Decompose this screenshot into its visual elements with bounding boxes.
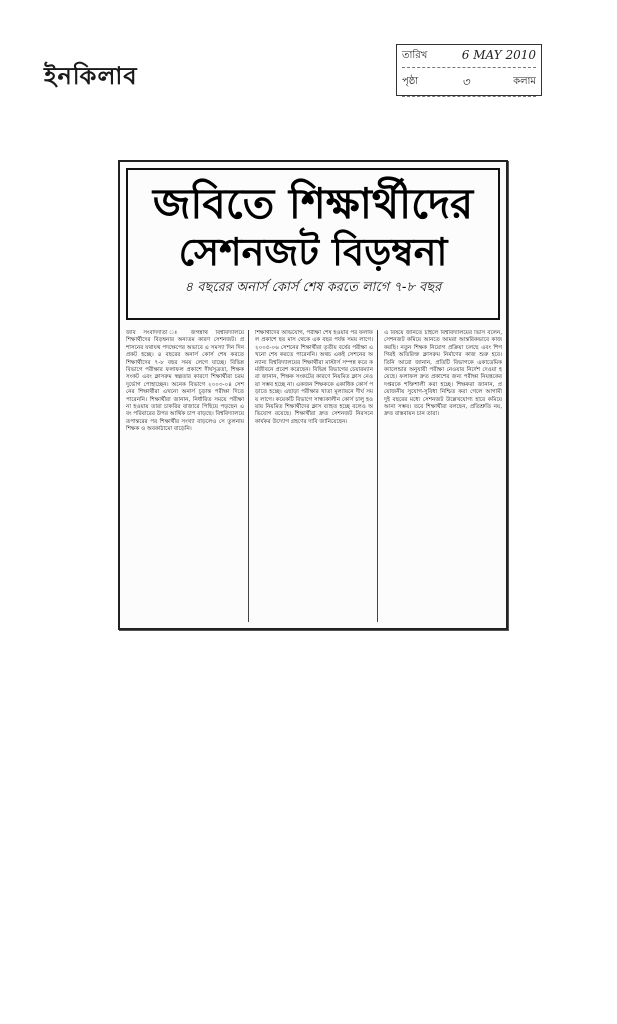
article-body (126, 330, 502, 622)
stamp-page-row (402, 74, 536, 97)
headline-box (126, 168, 500, 320)
article-subheadline: সেশনজট বিড়ম্বনা (178, 229, 448, 274)
newspaper-masthead: ইনকিলাব (44, 61, 138, 90)
stamp-date-row (402, 48, 536, 68)
article-headline: জবিতে শিক্ষার্থীদের (152, 179, 474, 228)
article-deck: ৪ বছরের অনার্স কোর্স শেষ করতে লাগে ৭-৮ বছর (184, 280, 442, 295)
news-clipping (118, 160, 508, 630)
stamp-page-label: পৃষ্ঠা (402, 76, 419, 87)
stamp-page-value: ৩ (461, 75, 470, 89)
clipping-stamp (396, 44, 542, 96)
stamp-date-label: তারিখ (402, 50, 428, 61)
article-column-2: শিক্ষার্থীদের অভিযোগ, পরীক্ষা শেষ হওয়ার পর ফলাফল প্রকাশে ছয় মাস থেকে এক বছর পর্যন্ত সময় লাগে। ২০০৫-০৬ সেশনের শিক্ষার্থীরা তৃতীয় বর্ষের পরীক্ষা এখনো শেষ করতে পারেননি। অথচ একই সেশনের অন্যান্য বিশ্ববিদ্যালয়ের শিক্ষার্থীরা মাস্টার্স সম্পন্ন করে কর্মজীবনে প্রবেশ করেছেন। বিভিন্ন বিভাগের চেয়ারম্যানরা জানান, শিক্ষক সংকটের কারণে নিয়মিত ক্লাস নেওয়া সম্ভব হচ্ছে না। একজন শিক্ষককে একাধিক কোর্স পড়াতে হচ্ছে। এছাড়া পরীক্ষার খাতা মূল্যায়নে দীর্ঘ সময় লাগে। কয়েকটি বিভাগে সান্ধ্যকালীন কোর্স চালু হওয়ায় নিয়মিত শিক্ষার্থীদের ক্লাস ব্যাহত হচ্ছে বলেও অভিযোগ রয়েছে। শিক্ষার্থীরা দ্রুত সেশনজট নিরসনে কার্যকর উদ্যোগ গ্রহণের দাবি জানিয়েছেন। (255, 330, 378, 622)
stamp-date-value: 6 MAY 2010 (461, 48, 536, 62)
article-column-3: এ বিষয়ে জানতে চাইলে বিশ্ববিদ্যালয়ের ভিসি বলেন, সেশনজট কমিয়ে আনতে আমরা আন্তরিকভাবে কাজ করছি। নতুন শিক্ষক নিয়োগ প্রক্রিয়া চলছে এবং শিগগিরই অতিরিক্ত ক্লাসরুম নির্মাণের কাজ শুরু হবে। তিনি আরো জানান, প্রতিটি বিভাগকে একাডেমিক ক্যালেন্ডার অনুযায়ী পরীক্ষা নেওয়ার নির্দেশ দেওয়া হয়েছে। ফলাফল দ্রুত প্রকাশের জন্য পরীক্ষা নিয়ন্ত্রকের দপ্তরকে শক্তিশালী করা হচ্ছে। শিক্ষকরা জানান, প্রয়োজনীয় সুযোগ-সুবিধা নিশ্চিত করা গেলে আগামী দুই বছরের মধ্যে সেশনজট উল্লেখযোগ্য হারে কমিয়ে আনা সম্ভব। তবে শিক্ষার্থীরা বলছেন, প্রতিশ্রুতি নয়, দ্রুত বাস্তবায়ন চান তারা। (384, 330, 502, 418)
stamp-column-label: কলাম (513, 76, 536, 87)
article-column-1: জবি সংবাদদাতা ঃ জগন্নাথ বিশ্ববিদ্যালয়ে শিক্ষার্থীদের বিড়ম্বনার অন্যতম কারণ সেশনজট। প্রশাসনের যথাযথ পদক্ষেপের অভাবে এ সমস্যা দিন দিন প্রকট হচ্ছে। ৪ বছরের অনার্স কোর্স শেষ করতে শিক্ষার্থীদের ৭-৮ বছর সময় লেগে যাচ্ছে। বিভিন্ন বিভাগে পরীক্ষার ফলাফল প্রকাশে দীর্ঘসূত্রতা, শিক্ষক সংকট এবং ক্লাসরুম স্বল্পতার কারণে শিক্ষার্থীরা চরম দুর্ভোগ পোহাচ্ছেন। অনেক বিভাগে ২০০৩-০৪ সেশনের শিক্ষার্থীরা এখনো অনার্স চূড়ান্ত পরীক্ষা দিতে পারেননি। শিক্ষার্থীরা জানান, নির্ধারিত সময়ে পরীক্ষা না হওয়ায় তারা চাকরির বাজারে পিছিয়ে পড়ছেন এবং পরিবারের উপর আর্থিক চাপ বাড়ছে। বিশ্ববিদ্যালয়ে রূপান্তরের পর শিক্ষার্থীর সংখ্যা বাড়লেও সে তুলনায় শিক্ষক ও অবকাঠামো বাড়েনি। (126, 330, 249, 622)
